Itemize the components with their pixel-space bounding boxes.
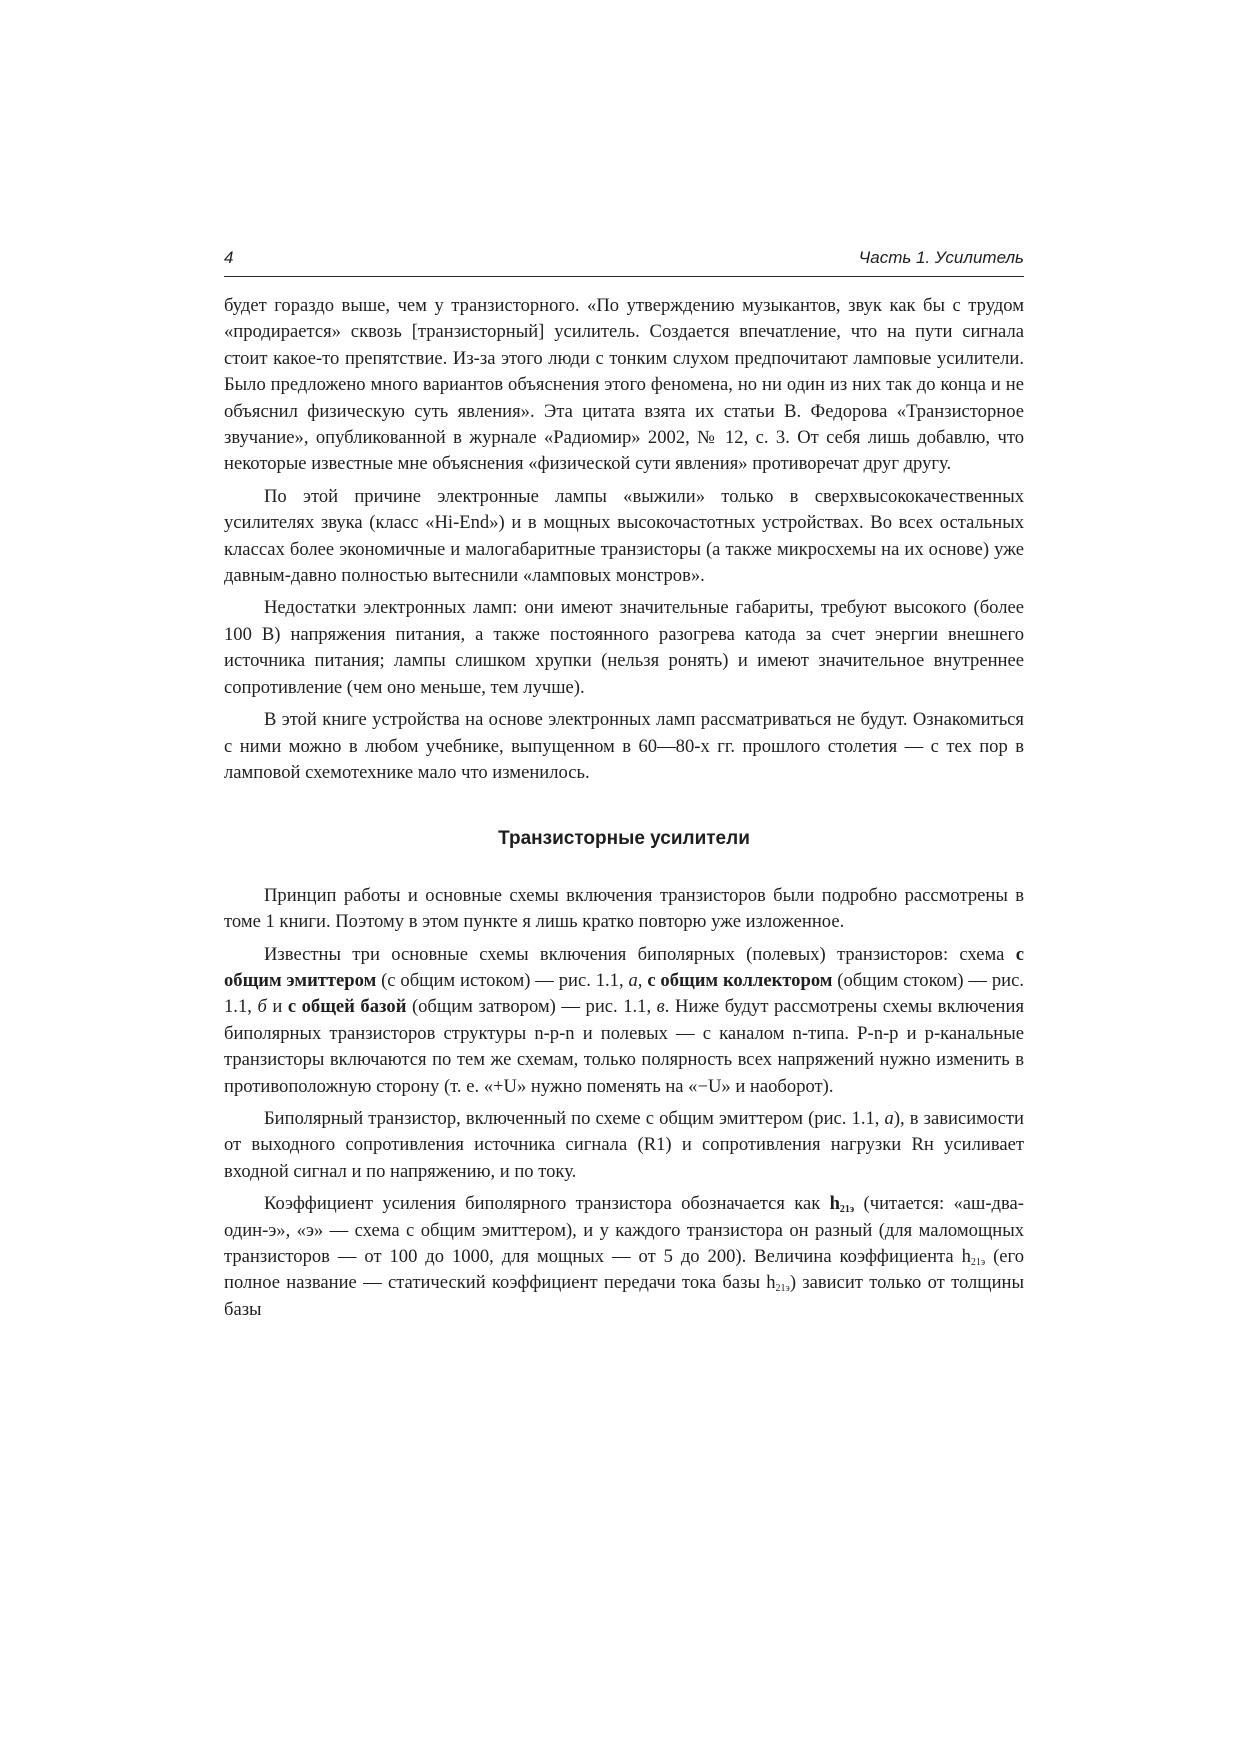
symbol-subscript: 21э — [970, 1257, 986, 1268]
paragraph-2: По этой причине электронные лампы «выжили» только в сверхвысококачественных усилителях звука (класс «Hi-End») и в мощных высокочастотных устройствах. Во всех остальных классах более экономичные и малогабаритные транзисторы (а также микросхемы на их основе) уже давным-давно полностью вытеснили «ламповых монстров». — [224, 485, 1024, 587]
running-header — [224, 246, 1024, 277]
text-run: (читается: «аш-два-один-э», «э» — схема с общим эмиттером), и у каждого транзистора он разный (для маломощных транзисторов — от 100 до 1000, для мощных — от 5 до 200). Величина коэффициента — [224, 1193, 1024, 1267]
figure-ref-a: а — [628, 969, 638, 991]
paragraph-4: В этой книге устройства на основе электронных ламп рассматриваться не будут. Ознакомиться с ними можно в любом учебнике, выпущенном в 60—80-х гг. прошлого столетия — с тех пор в ламповой схемотехнике мало что изменилось. — [224, 709, 1024, 783]
text-run: и — [266, 996, 288, 1018]
book-page — [224, 246, 1024, 1329]
figure-ref-v: в — [656, 996, 665, 1018]
text-run: Биполярный транзистор, включенный по схеме с общим эмиттером (рис. 1.1, — [264, 1107, 885, 1129]
symbol-letter: h — [961, 1246, 971, 1267]
symbol-subscript: 21э — [839, 1204, 855, 1216]
symbol-letter: h — [829, 1193, 840, 1215]
text-run: (общим затвором) — рис. 1.1, — [406, 996, 657, 1018]
section-title: Транзисторные усилители — [498, 828, 750, 850]
symbol-h21e — [766, 1272, 790, 1293]
figure-ref-b: б — [257, 996, 267, 1018]
text-run: (его полное название — статический коэффициент передачи тока базы — [224, 1246, 1024, 1294]
bold-term-common-collector: с общим коллектором — [647, 969, 833, 991]
text-run: Коэффициент усиления биполярного транзистора обозначается как — [264, 1193, 830, 1215]
text-run: (с общим истоком) — рис. 1.1, — [376, 969, 629, 991]
figure-ref-a: а — [884, 1107, 894, 1129]
symbol-letter: h — [766, 1272, 776, 1294]
paragraph-1: будет гораздо выше, чем у транзисторного. «По утверждению музыкантов, звук как бы с трудом «продирается» сквозь [транзисторный] усилитель. Создается впечатление, что на пути сигнала стоит какое-то препятствие. Из-за этого люди с тонким слухом предпочитают ламповые усилители. Было предложено много вариантов объяснения этого феномена, но ни один из них так до конца и не объяснил физическую суть явления». Эта цитата взята их статьи В. Федорова «Транзисторное звучание», опубликованной в журнале «Радиомир» 2002, № 12, с. 3. От себя лишь добавлю, что некоторые известные мне объяснения «физической сути явления» противоречат друг другу. — [224, 295, 1024, 475]
text-run: (общим стоком) — рис. 1.1, — [224, 969, 1025, 1018]
bold-term-common-base: с общей базой — [287, 996, 407, 1018]
section-paragraph-2 — [224, 942, 1024, 1100]
part-title: Часть 1. Усилитель — [858, 248, 1024, 267]
section-paragraph-1: Принцип работы и основные схемы включения транзисторов были подробно рассмотрены в томе 1 книги. Поэтому в этом пункте я лишь кратко повторю уже изложенное. — [224, 884, 1024, 933]
text-run: . Ниже будут рассмотрены схемы включения биполярных транзисторов структуры n-p-n и полевых — с каналом n-типа. P-n-p и p-канальные транзисторы включаются по тем же схемам, только полярность всех напряжений нужно изменить в противоположную сторону (т. е. «+U» нужно поменять на «−U» и наоборот). — [224, 996, 1025, 1097]
section-paragraph-3 — [224, 1106, 1024, 1185]
symbol-h21e — [830, 1193, 855, 1214]
body-text — [224, 293, 1024, 1323]
page-number: 4 — [224, 248, 234, 267]
text-run: , — [637, 969, 648, 991]
symbol-h21e — [962, 1246, 986, 1267]
text-run: ) зависит только от толщины базы — [224, 1272, 1024, 1320]
bold-term-common-emitter: с общим эмиттером — [224, 943, 1024, 991]
text-run: ), в зависимости от выходного сопротивления источника сигнала (R1) и сопротивления нагрузки Rн усиливает входной сигнал и по напряжению, и по току. — [224, 1107, 1025, 1182]
symbol-subscript: 21э — [775, 1283, 790, 1295]
text-run: Известны три основные схемы включения биполярных (полевых) транзисторов: схема — [264, 943, 1016, 965]
section-paragraph-4 — [224, 1191, 1024, 1323]
paragraph-3: Недостатки электронных ламп: они имеют значительные габариты, требуют высокого (более 100 В) напряжения питания, а также постоянного разогрева катода за счет энергии внешнего источника питания; лампы слишком хрупки (нельзя ронять) и имеют значительное внутреннее сопротивление (чем оно меньше, тем лучше). — [224, 597, 1024, 698]
